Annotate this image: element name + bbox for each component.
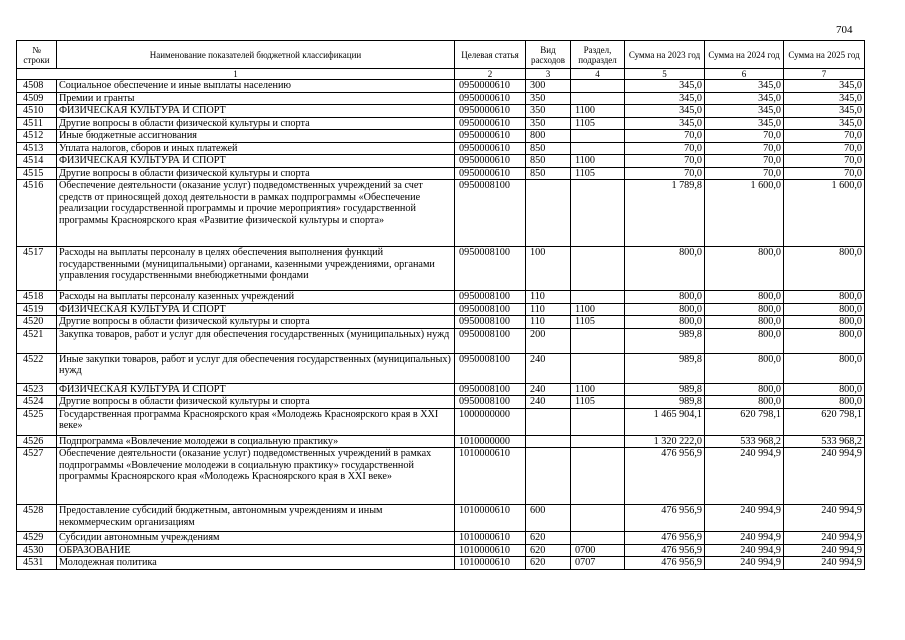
row-code-cell: 1010000610 (455, 544, 526, 557)
column-index-row (17, 69, 865, 80)
row-razd-cell (571, 92, 625, 105)
table-row (17, 180, 865, 247)
row-sum-2023-cell: 70,0 (625, 130, 705, 143)
row-code-cell: 1010000610 (455, 532, 526, 545)
row-number-cell: 4523 (17, 383, 57, 396)
row-vid-cell: 600 (526, 505, 571, 532)
row-sum-2024-cell: 240 994,9 (705, 557, 784, 570)
row-vid-cell: 350 (526, 117, 571, 130)
row-sum-2025-cell: 240 994,9 (784, 532, 865, 545)
row-number-cell: 4519 (17, 303, 57, 316)
row-code-cell: 0950008100 (455, 247, 526, 291)
row-number-cell: 4512 (17, 130, 57, 143)
row-sum-2024-cell: 620 798,1 (705, 408, 784, 435)
row-sum-2024-cell: 345,0 (705, 105, 784, 118)
row-code-cell: 0950008100 (455, 328, 526, 353)
row-razd-cell (571, 80, 625, 93)
row-code-cell: 0950000610 (455, 130, 526, 143)
header-razd: Раздел, подраздел (571, 41, 625, 69)
row-sum-2024-cell: 800,0 (705, 316, 784, 329)
header-sum-2024: Сумма на 2024 год (705, 41, 784, 69)
row-sum-2025-cell: 240 994,9 (784, 557, 865, 570)
row-sum-2024-cell: 800,0 (705, 303, 784, 316)
row-sum-2024-cell: 800,0 (705, 291, 784, 304)
table-row (17, 155, 865, 168)
row-vid-cell: 620 (526, 532, 571, 545)
row-vid-cell: 620 (526, 557, 571, 570)
row-sum-2025-cell: 800,0 (784, 353, 865, 383)
index-cell: 6 (705, 69, 784, 80)
row-code-cell: 0950008100 (455, 303, 526, 316)
table-row (17, 142, 865, 155)
row-number-cell: 4520 (17, 316, 57, 329)
row-sum-2025-cell: 70,0 (784, 142, 865, 155)
row-sum-2024-cell: 345,0 (705, 80, 784, 93)
row-sum-2023-cell: 70,0 (625, 142, 705, 155)
row-number-cell: 4528 (17, 505, 57, 532)
row-sum-2023-cell: 70,0 (625, 167, 705, 180)
row-sum-2024-cell: 70,0 (705, 155, 784, 168)
row-razd-cell (571, 247, 625, 291)
row-sum-2023-cell: 70,0 (625, 155, 705, 168)
row-sum-2023-cell: 800,0 (625, 247, 705, 291)
row-name-cell: Иные бюджетные ассигнования (57, 130, 455, 143)
table-row (17, 435, 865, 448)
header-row (17, 41, 865, 69)
row-sum-2023-cell: 989,8 (625, 328, 705, 353)
row-code-cell: 1000000000 (455, 408, 526, 435)
row-vid-cell (526, 180, 571, 247)
row-name-cell: Другие вопросы в области физической культуры и спорта (57, 167, 455, 180)
row-sum-2024-cell: 345,0 (705, 92, 784, 105)
row-sum-2023-cell: 800,0 (625, 291, 705, 304)
row-razd-cell: 1100 (571, 303, 625, 316)
row-number-cell: 4525 (17, 408, 57, 435)
row-vid-cell: 850 (526, 167, 571, 180)
row-sum-2023-cell: 989,8 (625, 353, 705, 383)
row-razd-cell (571, 328, 625, 353)
row-sum-2023-cell: 476 956,9 (625, 544, 705, 557)
row-sum-2025-cell: 800,0 (784, 247, 865, 291)
row-razd-cell (571, 408, 625, 435)
row-sum-2025-cell: 70,0 (784, 155, 865, 168)
row-sum-2023-cell: 1 789,8 (625, 180, 705, 247)
row-code-cell: 0950000610 (455, 142, 526, 155)
table-row (17, 316, 865, 329)
row-sum-2023-cell: 345,0 (625, 117, 705, 130)
row-sum-2025-cell: 800,0 (784, 396, 865, 409)
row-number-cell: 4521 (17, 328, 57, 353)
row-number-cell: 4527 (17, 448, 57, 505)
row-razd-cell (571, 180, 625, 247)
row-sum-2024-cell: 240 994,9 (705, 532, 784, 545)
row-number-cell: 4524 (17, 396, 57, 409)
row-vid-cell: 200 (526, 328, 571, 353)
row-razd-cell (571, 435, 625, 448)
row-razd-cell (571, 130, 625, 143)
row-razd-cell: 1105 (571, 316, 625, 329)
row-number-cell: 4516 (17, 180, 57, 247)
row-sum-2025-cell: 800,0 (784, 303, 865, 316)
row-number-cell: 4515 (17, 167, 57, 180)
row-name-cell: Иные закупки товаров, работ и услуг для обеспечения государственных (муниципальных) нужд (57, 353, 455, 383)
row-sum-2025-cell: 70,0 (784, 130, 865, 143)
row-sum-2025-cell: 800,0 (784, 316, 865, 329)
row-name-cell: ФИЗИЧЕСКАЯ КУЛЬТУРА И СПОРТ (57, 105, 455, 118)
row-razd-cell: 1100 (571, 105, 625, 118)
row-vid-cell: 620 (526, 544, 571, 557)
row-sum-2023-cell: 1 320 222,0 (625, 435, 705, 448)
row-number-cell: 4510 (17, 105, 57, 118)
row-sum-2024-cell: 800,0 (705, 247, 784, 291)
table-row (17, 303, 865, 316)
row-sum-2023-cell: 476 956,9 (625, 557, 705, 570)
row-vid-cell: 350 (526, 92, 571, 105)
row-name-cell: ФИЗИЧЕСКАЯ КУЛЬТУРА И СПОРТ (57, 383, 455, 396)
row-vid-cell: 110 (526, 316, 571, 329)
row-razd-cell: 1105 (571, 117, 625, 130)
row-name-cell: Государственная программа Красноярского края «Молодежь Красноярского края в XXI веке» (57, 408, 455, 435)
row-sum-2025-cell: 800,0 (784, 383, 865, 396)
row-sum-2023-cell: 800,0 (625, 303, 705, 316)
row-code-cell: 0950008100 (455, 383, 526, 396)
row-sum-2023-cell: 345,0 (625, 80, 705, 93)
row-number-cell: 4509 (17, 92, 57, 105)
row-code-cell: 1010000610 (455, 505, 526, 532)
row-vid-cell (526, 408, 571, 435)
row-sum-2025-cell: 240 994,9 (784, 505, 865, 532)
header-name: Наименование показателей бюджетной классификации (57, 41, 455, 69)
row-razd-cell: 0707 (571, 557, 625, 570)
row-vid-cell: 110 (526, 291, 571, 304)
row-sum-2024-cell: 1 600,0 (705, 180, 784, 247)
row-code-cell: 0950008100 (455, 316, 526, 329)
row-sum-2025-cell: 533 968,2 (784, 435, 865, 448)
row-sum-2024-cell: 240 994,9 (705, 544, 784, 557)
table-body (17, 80, 865, 570)
header-vid: Вид расходов (526, 41, 571, 69)
row-razd-cell (571, 505, 625, 532)
row-razd-cell: 1105 (571, 396, 625, 409)
row-code-cell: 1010000000 (455, 435, 526, 448)
row-name-cell: Молодежная политика (57, 557, 455, 570)
row-code-cell: 0950000610 (455, 80, 526, 93)
row-name-cell: ОБРАЗОВАНИЕ (57, 544, 455, 557)
table-row (17, 448, 865, 505)
row-name-cell: Другие вопросы в области физической культуры и спорта (57, 117, 455, 130)
row-name-cell: Субсидии автономным учреждениям (57, 532, 455, 545)
row-sum-2023-cell: 800,0 (625, 316, 705, 329)
row-name-cell: Социальное обеспечение и иные выплаты населению (57, 80, 455, 93)
row-vid-cell: 350 (526, 105, 571, 118)
row-number-cell: 4514 (17, 155, 57, 168)
row-number-cell: 4511 (17, 117, 57, 130)
row-number-cell: 4513 (17, 142, 57, 155)
row-name-cell: Расходы на выплаты персоналу казенных учреждений (57, 291, 455, 304)
row-sum-2025-cell: 345,0 (784, 117, 865, 130)
row-vid-cell: 300 (526, 80, 571, 93)
row-razd-cell: 1100 (571, 383, 625, 396)
row-sum-2023-cell: 345,0 (625, 92, 705, 105)
row-razd-cell: 1100 (571, 155, 625, 168)
row-sum-2023-cell: 1 465 904,1 (625, 408, 705, 435)
row-code-cell: 0950000610 (455, 105, 526, 118)
row-vid-cell: 240 (526, 396, 571, 409)
row-name-cell: Предоставление субсидий бюджетным, автономным учреждениям и иным некоммерческим организациям (57, 505, 455, 532)
row-sum-2025-cell: 240 994,9 (784, 448, 865, 505)
row-razd-cell: 0700 (571, 544, 625, 557)
index-cell: 2 (455, 69, 526, 80)
row-code-cell: 0950000610 (455, 155, 526, 168)
row-sum-2023-cell: 476 956,9 (625, 448, 705, 505)
row-sum-2024-cell: 800,0 (705, 396, 784, 409)
row-name-cell: Уплата налогов, сборов и иных платежей (57, 142, 455, 155)
row-sum-2024-cell: 533 968,2 (705, 435, 784, 448)
row-razd-cell (571, 142, 625, 155)
row-sum-2024-cell: 240 994,9 (705, 505, 784, 532)
row-sum-2025-cell: 800,0 (784, 328, 865, 353)
row-number-cell: 4530 (17, 544, 57, 557)
row-code-cell: 0950008100 (455, 291, 526, 304)
table-row (17, 532, 865, 545)
index-cell: 4 (571, 69, 625, 80)
row-name-cell: ФИЗИЧЕСКАЯ КУЛЬТУРА И СПОРТ (57, 155, 455, 168)
row-vid-cell: 240 (526, 383, 571, 396)
row-code-cell: 0950008100 (455, 353, 526, 383)
row-number-cell: 4526 (17, 435, 57, 448)
row-vid-cell: 240 (526, 353, 571, 383)
row-code-cell: 0950008100 (455, 180, 526, 247)
row-sum-2025-cell: 345,0 (784, 105, 865, 118)
row-vid-cell: 850 (526, 155, 571, 168)
row-vid-cell (526, 448, 571, 505)
table-row (17, 167, 865, 180)
row-sum-2025-cell: 800,0 (784, 291, 865, 304)
index-cell: 3 (526, 69, 571, 80)
row-vid-cell: 850 (526, 142, 571, 155)
header-sum-2023: Сумма на 2023 год (625, 41, 705, 69)
row-sum-2025-cell: 345,0 (784, 80, 865, 93)
row-sum-2024-cell: 70,0 (705, 167, 784, 180)
row-number-cell: 4531 (17, 557, 57, 570)
row-sum-2024-cell: 70,0 (705, 130, 784, 143)
row-vid-cell: 110 (526, 303, 571, 316)
row-razd-cell: 1105 (571, 167, 625, 180)
row-razd-cell (571, 291, 625, 304)
row-sum-2025-cell: 240 994,9 (784, 544, 865, 557)
table-row (17, 328, 865, 353)
table-row (17, 92, 865, 105)
row-name-cell: Подпрограмма «Вовлечение молодежи в социальную практику» (57, 435, 455, 448)
row-sum-2025-cell: 1 600,0 (784, 180, 865, 247)
row-name-cell: Премии и гранты (57, 92, 455, 105)
page-number: 704 (836, 24, 853, 36)
table-row (17, 505, 865, 532)
row-sum-2024-cell: 240 994,9 (705, 448, 784, 505)
row-razd-cell (571, 353, 625, 383)
table-row (17, 105, 865, 118)
row-sum-2024-cell: 800,0 (705, 328, 784, 353)
row-name-cell: Расходы на выплаты персоналу в целях обеспечения выполнения функций государственными (муниципальными) органами, казенными учреждениями, органами управления государственными внебюджетными фондами (57, 247, 455, 291)
index-cell: 1 (17, 69, 455, 80)
index-cell: 5 (625, 69, 705, 80)
row-name-cell: Другие вопросы в области физической культуры и спорта (57, 396, 455, 409)
row-sum-2023-cell: 989,8 (625, 396, 705, 409)
row-sum-2023-cell: 989,8 (625, 383, 705, 396)
table-row (17, 396, 865, 409)
row-number-cell: 4517 (17, 247, 57, 291)
row-sum-2025-cell: 70,0 (784, 167, 865, 180)
row-sum-2023-cell: 476 956,9 (625, 532, 705, 545)
row-name-cell: ФИЗИЧЕСКАЯ КУЛЬТУРА И СПОРТ (57, 303, 455, 316)
row-name-cell: Другие вопросы в области физической культуры и спорта (57, 316, 455, 329)
header-code: Целевая статья (455, 41, 526, 69)
table-row (17, 80, 865, 93)
index-cell: 7 (784, 69, 865, 80)
row-sum-2024-cell: 345,0 (705, 117, 784, 130)
row-code-cell: 0950008100 (455, 396, 526, 409)
row-name-cell: Обеспечение деятельности (оказание услуг) подведомственных учреждений за счет средств от приносящей доход деятельности в рамках подпрограммы «Обеспечение реализации государственной программы и прочие мероприятия» государственной программы Красноярского края «Развитие физической культуры и спорта» (57, 180, 455, 247)
table-row (17, 383, 865, 396)
row-code-cell: 0950000610 (455, 167, 526, 180)
row-sum-2024-cell: 800,0 (705, 383, 784, 396)
row-code-cell: 1010000610 (455, 557, 526, 570)
row-vid-cell (526, 435, 571, 448)
row-vid-cell: 800 (526, 130, 571, 143)
row-number-cell: 4518 (17, 291, 57, 304)
row-vid-cell: 100 (526, 247, 571, 291)
row-number-cell: 4522 (17, 353, 57, 383)
table-row (17, 544, 865, 557)
table-row (17, 117, 865, 130)
header-sum-2025: Сумма на 2025 год (784, 41, 865, 69)
header-num: № строки (17, 41, 57, 69)
row-name-cell: Закупка товаров, работ и услуг для обеспечения государственных (муниципальных) нужд (57, 328, 455, 353)
table-row (17, 291, 865, 304)
row-sum-2023-cell: 476 956,9 (625, 505, 705, 532)
row-razd-cell (571, 532, 625, 545)
row-sum-2024-cell: 70,0 (705, 142, 784, 155)
budget-table (16, 40, 865, 570)
row-number-cell: 4529 (17, 532, 57, 545)
row-code-cell: 1010000610 (455, 448, 526, 505)
row-razd-cell (571, 448, 625, 505)
table-row (17, 130, 865, 143)
table-row (17, 557, 865, 570)
row-number-cell: 4508 (17, 80, 57, 93)
row-sum-2024-cell: 800,0 (705, 353, 784, 383)
row-sum-2025-cell: 345,0 (784, 92, 865, 105)
table-row (17, 353, 865, 383)
table-row (17, 408, 865, 435)
table-row (17, 247, 865, 291)
row-code-cell: 0950000610 (455, 92, 526, 105)
row-sum-2023-cell: 345,0 (625, 105, 705, 118)
row-name-cell: Обеспечение деятельности (оказание услуг) подведомственных учреждений в рамках подпрограммы «Вовлечение молодежи в социальную практику» государственной программы Красноярского края «Молодежь Красноярского края в XXI веке» (57, 448, 455, 505)
row-code-cell: 0950000610 (455, 117, 526, 130)
row-sum-2025-cell: 620 798,1 (784, 408, 865, 435)
